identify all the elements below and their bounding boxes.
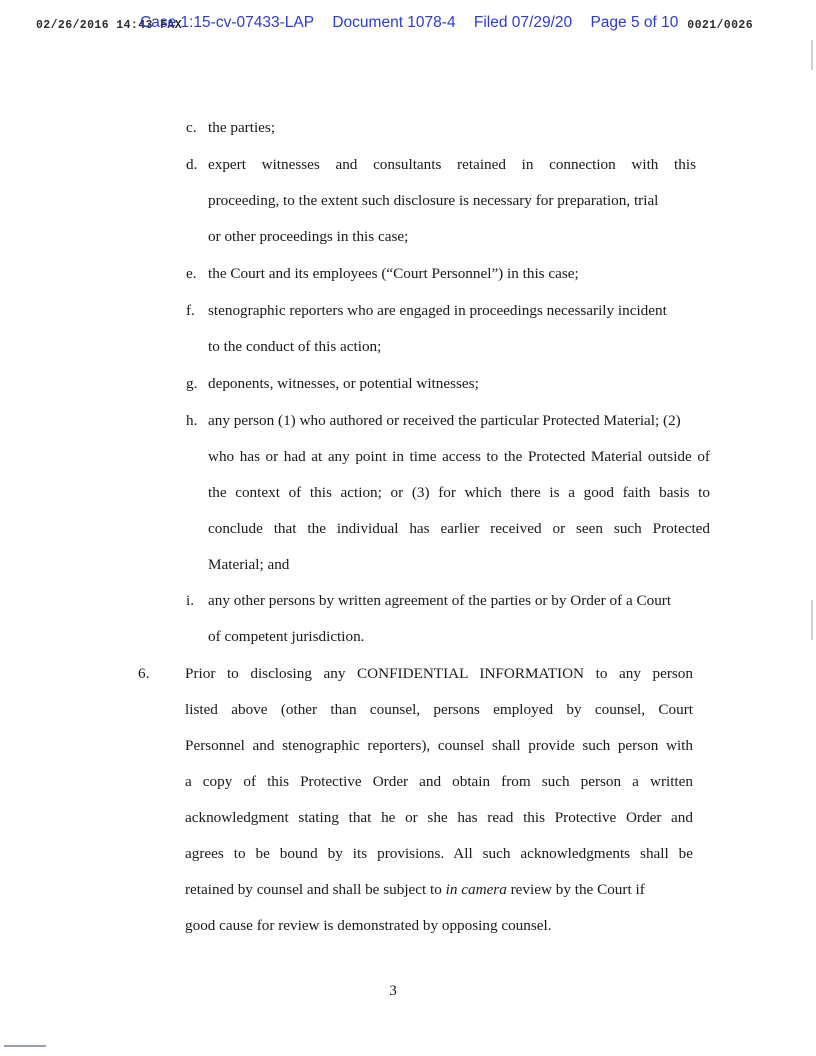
ecf-page-count: Page 5 of 10 (590, 14, 679, 31)
list-item-letter: g. (186, 375, 198, 392)
ecf-filed-date: Filed 07/29/20 (473, 14, 573, 31)
fax-header-right: 0021/0026 (680, 19, 754, 32)
list-item-letter: d. (186, 156, 198, 173)
scan-edge-mark (811, 40, 813, 70)
list-item-i (186, 583, 671, 619)
list-item-h-line-4: conclude that the individual has earlier received or seen such Protected (208, 520, 710, 537)
list-item-e (186, 256, 579, 292)
list-item-i-line-2: of competent jurisdiction. (208, 628, 365, 645)
list-item-d-line-2: proceeding, to the extent such disclosure is necessary for preparation, trial (208, 192, 659, 209)
list-item-f (186, 293, 667, 329)
list-item-d (186, 147, 696, 183)
paragraph-6-line-3: Personnel and stenographic reporters), counsel shall provide such person with (185, 737, 693, 754)
list-item-h-line-2: who has or had at any point in time access to the Protected Material outside of (208, 448, 710, 465)
list-item-d-line-3: or other proceedings in this case; (208, 228, 409, 245)
list-item-c (186, 110, 275, 146)
list-item-letter: f. (186, 302, 195, 319)
italic-in-camera: in camera (445, 881, 507, 898)
list-item-text: any other persons by written agreement of the parties or by Order of a Court (208, 592, 672, 609)
fax-header-left: 02/26/2016 14:43 FAX (36, 19, 183, 32)
list-item-text: expert witnesses and consultants retained in connection with this (208, 156, 696, 173)
list-item-text: the Court and its employees (“Court Personnel”) in this case; (208, 265, 579, 282)
paragraph-6-line-4: a copy of this Protective Order and obtain from such person a written (185, 773, 693, 790)
paragraph-6-line-1: Prior to disclosing any CONFIDENTIAL INFORMATION to any person (185, 665, 693, 682)
list-item-h (186, 403, 681, 439)
paragraph-6-line-6: agrees to be bound by its provisions. All such acknowledgments shall be (185, 845, 693, 862)
ecf-case-number: Case 1:15-cv-07433-LAP (140, 14, 315, 31)
ecf-stamp (140, 14, 678, 32)
scan-edge-mark (811, 600, 813, 640)
page-number: 3 (389, 982, 397, 999)
paragraph-6-line-7: retained by counsel and shall be subject to in camera review by the Court if (185, 881, 645, 898)
list-item-letter: i. (186, 592, 195, 609)
list-item-text: stenographic reporters who are engaged in proceedings necessarily incident (208, 302, 667, 319)
ecf-document-number: Document 1078-4 (332, 14, 456, 31)
scan-smudge (4, 1045, 46, 1047)
list-item-letter: h. (186, 412, 198, 429)
list-item-letter: c. (186, 119, 197, 136)
list-item-letter: e. (186, 265, 197, 282)
list-item-text: deponents, witnesses, or potential witnesses; (208, 375, 479, 392)
paragraph-6-line-2: listed above (other than counsel, persons employed by counsel, Court (185, 701, 693, 718)
paragraph-number: 6. (138, 665, 150, 682)
paragraph-6-line-8: good cause for review is demonstrated by opposing counsel. (185, 917, 552, 934)
list-item-text: any person (1) who authored or received the particular Protected Material; (2) (208, 412, 681, 429)
list-item-g (186, 366, 479, 402)
list-item-f-line-2: to the conduct of this action; (208, 338, 382, 355)
list-item-text: the parties; (208, 119, 276, 136)
list-item-h-line-3: the context of this action; or (3) for which there is a good faith basis to (208, 484, 710, 501)
list-item-h-line-5: Material; and (208, 556, 290, 573)
paragraph-6-line-5: acknowledgment stating that he or she has read this Protective Order and (185, 809, 693, 826)
